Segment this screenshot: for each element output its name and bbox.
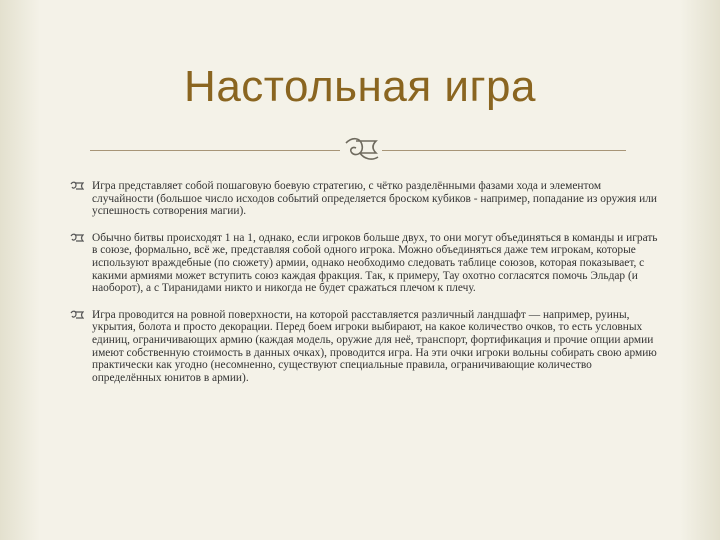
scroll-bullet-icon — [70, 310, 84, 320]
slide-title: Настольная игра — [184, 62, 536, 111]
bullet-list — [70, 180, 660, 398]
bullet-item — [70, 232, 660, 295]
scroll-ornament-icon — [342, 135, 382, 165]
bullet-text: Обычно битвы происходят 1 на 1, однако, если игроков больше двух, то они могут объединяться в команды и играть в союзе, формально, всё же, представляя собой одного игрока. Можно объединяться даже тем игрокам, которые используют враждебные (по сюжету) армии, однако необходимо следовать таблице союзов, которая показывает, с какими армиями может вступить союз каждая фракция. Так, к примеру, Тау охотно согласятся помочь Эльдар (и наоборот), а с Тиранидами никто и никогда не будет сражаться плечом к плечу. — [92, 231, 658, 295]
title-divider-right — [382, 150, 626, 151]
scroll-bullet-icon — [70, 181, 84, 191]
title-divider-left — [90, 150, 340, 151]
bullet-item — [70, 180, 660, 218]
bullet-item — [70, 309, 660, 385]
scroll-bullet-icon — [70, 233, 84, 243]
bullet-text: Игра представляет собой пошаговую боевую стратегию, с чётко разделёнными фазами хода и элементом случайности (большое число исходов событий определяется броском кубиков - например, попадание из оружия или успешность сотворения магии). — [92, 180, 657, 218]
bullet-text: Игра проводится на ровной поверхности, на которой расставляется различный ландшафт — например, руины, укрытия, болота и просто декорации. Перед боем игроки выбирают, на какое количество очков, то есть условных единиц, ограничивающих армию (каждая модель, оружие для неё, транспорт, фортификация и прочие опции армии имеют собственную стоимость в данных очках), проводится игра. На эти очки игроки вольны собирать свою армию практически как угодно (несомненно, существуют специальные правила, ограничивающие количество определённых юнитов в армии). — [92, 308, 657, 384]
